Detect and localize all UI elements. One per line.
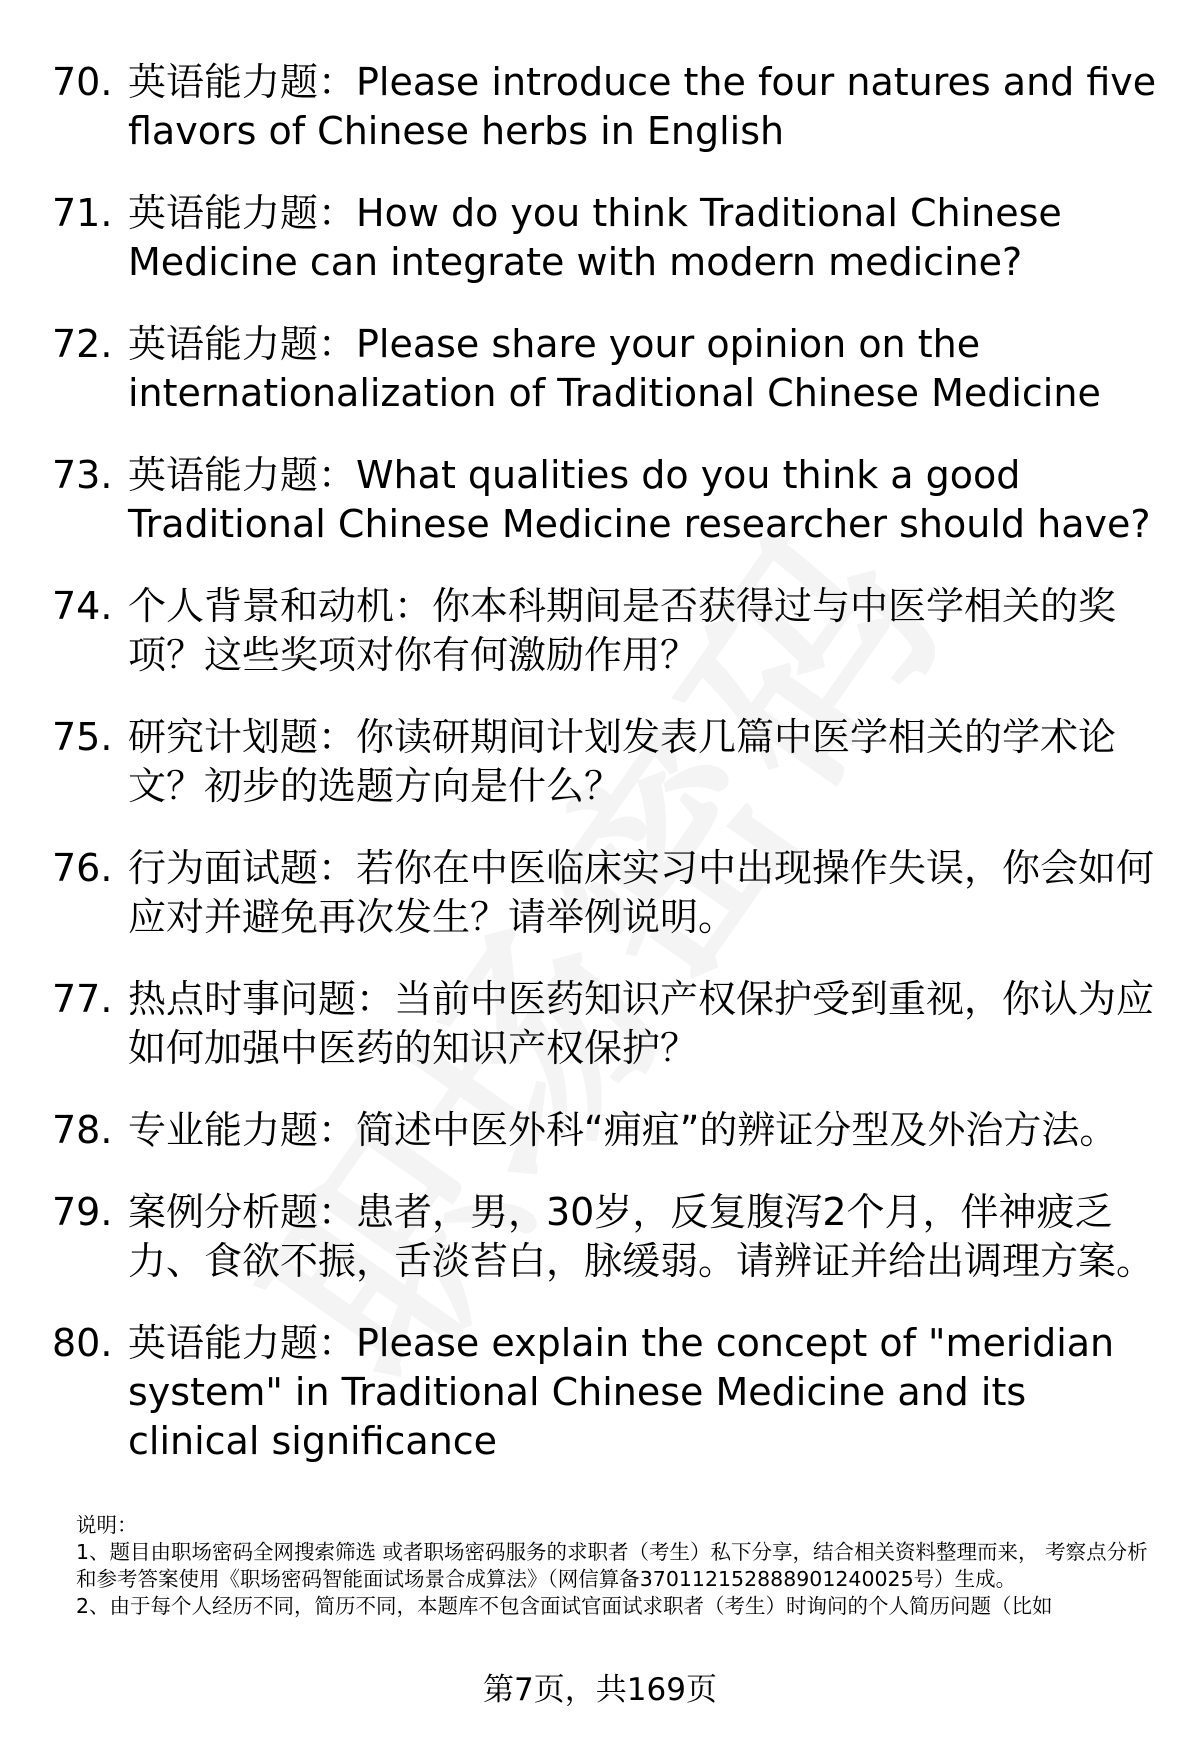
question-item [52,451,1157,549]
question-number: 71. [52,191,113,235]
question-item [52,189,1157,287]
question-item [52,1106,1157,1155]
question-number: 80. [52,1321,113,1365]
question-item [52,58,1157,156]
question-text: 英语能力题：Please introduce the four natures and five flavors of Chinese herbs in English [128,60,1157,153]
question-number: 78. [52,1108,113,1152]
question-item [52,582,1157,680]
question-text: 案例分析题：患者，男，30岁，反复腹泻2个月，伴神疲乏力、食欲不振，舌淡苔白，脉缓弱。请辨证并给出调理方案。 [128,1190,1155,1283]
question-number: 72. [52,322,113,366]
notes-section [76,1512,1158,1620]
page-number-label: 第7页，共169页 [483,1672,717,1708]
question-item [52,1188,1157,1286]
question-item [52,713,1157,811]
question-text: 专业能力题：简述中医外科“痈疽”的辨证分型及外治方法。 [128,1108,1118,1152]
question-text: 英语能力题：What qualities do you think a good Traditional Chinese Medicine researcher should have? [128,453,1151,546]
question-number: 79. [52,1190,113,1234]
question-number: 77. [52,977,113,1021]
question-text: 个人背景和动机：你本科期间是否获得过与中医学相关的奖项？这些奖项对你有何激励作用？ [128,584,1117,677]
question-list [52,58,1157,1499]
question-item [52,975,1157,1073]
question-item [52,1319,1157,1466]
page-footer [0,1670,1200,1710]
question-text: 热点时事问题：当前中医药知识产权保护受到重视，你认为应如何加强中医药的知识产权保护？ [128,977,1155,1070]
question-text: 英语能力题：Please share your opinion on the internationalization of Traditional Chinese Medicine [128,322,1101,415]
question-text: 研究计划题：你读研期间计划发表几篇中医学相关的学术论文？初步的选题方向是什么？ [128,715,1117,808]
question-number: 70. [52,60,113,104]
question-text: 英语能力题：How do you think Traditional Chinese Medicine can integrate with modern medicine? [128,191,1062,284]
question-number: 76. [52,846,113,890]
notes-heading: 说明： [76,1513,138,1537]
question-item [52,844,1157,942]
question-text: 行为面试题：若你在中医临床实习中出现操作失误，你会如何应对并避免再次发生？请举例说明。 [128,846,1155,939]
question-number: 73. [52,453,113,497]
question-number: 74. [52,584,113,628]
note-item: 1、题目由职场密码全网搜索筛选 或者职场密码服务的求职者（考生）私下分享，结合相关资料整理而来， 考察点分析和参考答案使用《职场密码智能面试场景合成算法》（网信算备370112152888901240025号）生成。 [76,1540,1148,1591]
question-text: 英语能力题：Please explain the concept of "meridian system" in Traditional Chinese Medicine and its clinical significance [128,1321,1115,1463]
note-item: 2、由于每个人经历不同，简历不同，本题库不包含面试官面试求职者（考生）时询问的个人简历问题（比如 [76,1594,1053,1618]
question-number: 75. [52,715,113,759]
question-item [52,320,1157,418]
